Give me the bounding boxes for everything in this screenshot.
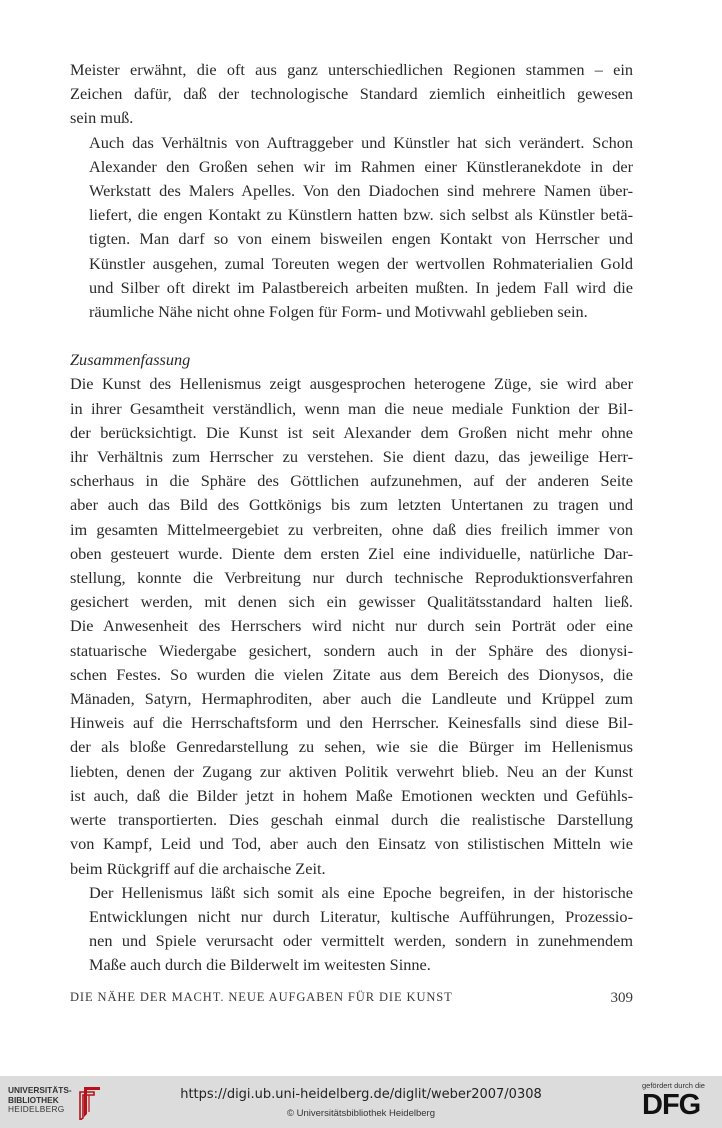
text-line: Die Anwesenheit des Herrschers wird nicht nur durch sein Porträt oder eine — [70, 616, 633, 636]
summary-paragraph — [70, 881, 633, 978]
page-number: 309 — [610, 990, 633, 1006]
text-line: Werkstatt des Malers Apelles. Von den Diadochen sind mehrere Namen über- — [89, 181, 633, 201]
text-line: in ihrer Gesamtheit verständlich, wenn man die neue mediale Funktion der Bil- — [70, 398, 633, 418]
text-line: sein muß. — [70, 108, 134, 128]
text-line: werte transportierten. Dies geschah einmal durch die realistische Darstellung — [70, 810, 633, 830]
text-line: scherhaus in die Sphäre des Göttlichen aufzunehmen, auf der anderen Seite — [70, 471, 633, 491]
text-line: der als bloße Genredarstellung zu sehen, wie sie die Bürger im Hellenismus — [70, 737, 633, 757]
section-heading — [70, 348, 633, 372]
text-line: stellung, konnte die Verbreitung nur durch technische Reproduktionsverfahren — [70, 568, 633, 588]
text-line: Mänaden, Satyrn, Hermaphroditen, aber auch die Landleute und Krüppel zum — [70, 689, 633, 709]
text-line: der berücksichtigt. Die Kunst ist seit Alexander dem Großen nicht mehr ohne — [70, 422, 633, 442]
document-url-link[interactable]: https://digi.ub.uni-heidelberg.de/diglit/weber2007/0308 — [180, 1087, 542, 1102]
copyright-notice: © Universitätsbibliothek Heidelberg — [287, 1108, 435, 1119]
text-line: ihr Verhältnis zum Herrscher zu verstehen. Sie dient dazu, das jeweilige Herr- — [70, 447, 633, 467]
text-line: liebten, denen der Zugang zur aktiven Politik verwehrt blieb. Neu an der Kunst — [70, 761, 633, 781]
intro-paragraph — [70, 58, 633, 131]
heading-text: Zusammenfassung — [70, 350, 191, 370]
intro-paragraph — [70, 131, 633, 325]
text-line: Auch das Verhältnis von Auftraggeber und Künstler hat sich verändert. Schon — [89, 132, 633, 152]
text-line: Der Hellenismus läßt sich somit als eine Epoche begreifen, in der historische — [89, 882, 633, 902]
text-line: im gesamten Mittelmeergebiet zu verbreiten, ohne daß dies freilich immer von — [70, 519, 633, 539]
running-head: DIE NÄHE DER MACHT. NEUE AUFGABEN FÜR DIE KUNST — [70, 990, 453, 1004]
dfg-logo-text: DFG — [642, 1089, 701, 1121]
dfg-caption: gefördert durch die — [642, 1081, 705, 1090]
library-logo-line2: BIBLIOTHEK — [8, 1094, 59, 1105]
text-line: schen Festes. So wurden die vielen Zitate aus dem Bereich des Dionysos, die — [70, 664, 633, 684]
summary-section — [70, 372, 633, 977]
text-line: von Kampf, Leid und Tod, aber auch den Einsatz von stilistischen Mitteln wie — [70, 834, 633, 854]
text-line: Künstler ausgehen, zumal Toreuten wegen der wertvollen Rohmaterialien Gold — [89, 253, 633, 273]
text-line: Maße auch durch die Bilderwelt im weitesten Sinne. — [89, 955, 431, 975]
text-line: räumliche Nähe nicht ohne Folgen für Form- und Motivwahl geblieben sein. — [89, 302, 588, 322]
text-line: und Silber oft direkt im Palastbereich arbeiten mußten. In jedem Fall wird die — [89, 277, 633, 297]
text-line: tigten. Man darf so von einem bisweilen engen Kontakt von Herrscher und — [89, 229, 633, 249]
text-line: statuarische Wiedergabe gesichert, sondern auch in der Sphäre des dionysi- — [70, 640, 633, 660]
text-line: oben gesteuert wurde. Diente dem ersten Ziel eine individuelle, natürliche Dar- — [70, 543, 633, 563]
intro-section — [70, 58, 633, 324]
text-line: Hinweis auf die Herrschaftsform und den Herrscher. Keinesfalls sind diese Bil- — [70, 713, 633, 733]
page-footer — [70, 990, 633, 1007]
text-line: ist auch, daß die Bilder jetzt in hohem Maße Emotionen weckten und Gefühls- — [70, 785, 633, 805]
text-line: nen und Spiele verursacht oder vermittelt werden, sondern in zunehmendem — [89, 931, 633, 951]
library-logo-line1: UNIVERSITÄTS- — [8, 1085, 72, 1095]
text-line: aber auch das Bild des Gottkönigs bis zum letzten Untertanen zu tragen und — [70, 495, 633, 515]
text-line: Alexander den Großen sehen wir im Rahmen einer Künstleranekdote in der — [89, 156, 633, 176]
text-line: beim Rückgriff auf die archaische Zeit. — [70, 858, 326, 878]
viewer-bottom-bar — [0, 1076, 722, 1128]
text-line: Meister erwähnt, die oft aus ganz unterschiedlichen Regionen stammen – ein — [70, 60, 633, 79]
text-line: Zeichen dafür, daß der technologische Standard ziemlich einheitlich gewesen — [70, 84, 633, 104]
text-line: Die Kunst des Hellenismus zeigt ausgesprochen heterogene Züge, sie wird aber — [70, 374, 633, 394]
text-line: gesichert werden, mit denen sich ein gewisser Qualitätsstandard halten ließ. — [70, 592, 633, 612]
library-logo-line3: HEIDELBERG — [8, 1104, 65, 1115]
page-body — [70, 58, 633, 978]
text-line: liefert, die engen Kontakt zu Künstlern hatten bzw. sich selbst als Künstler betä- — [89, 205, 633, 225]
text-line: Entwicklungen nicht nur durch Literatur, kultische Aufführungen, Prozessio- — [89, 906, 633, 926]
summary-paragraph — [70, 372, 633, 880]
dfg-logo[interactable] — [642, 1081, 712, 1120]
